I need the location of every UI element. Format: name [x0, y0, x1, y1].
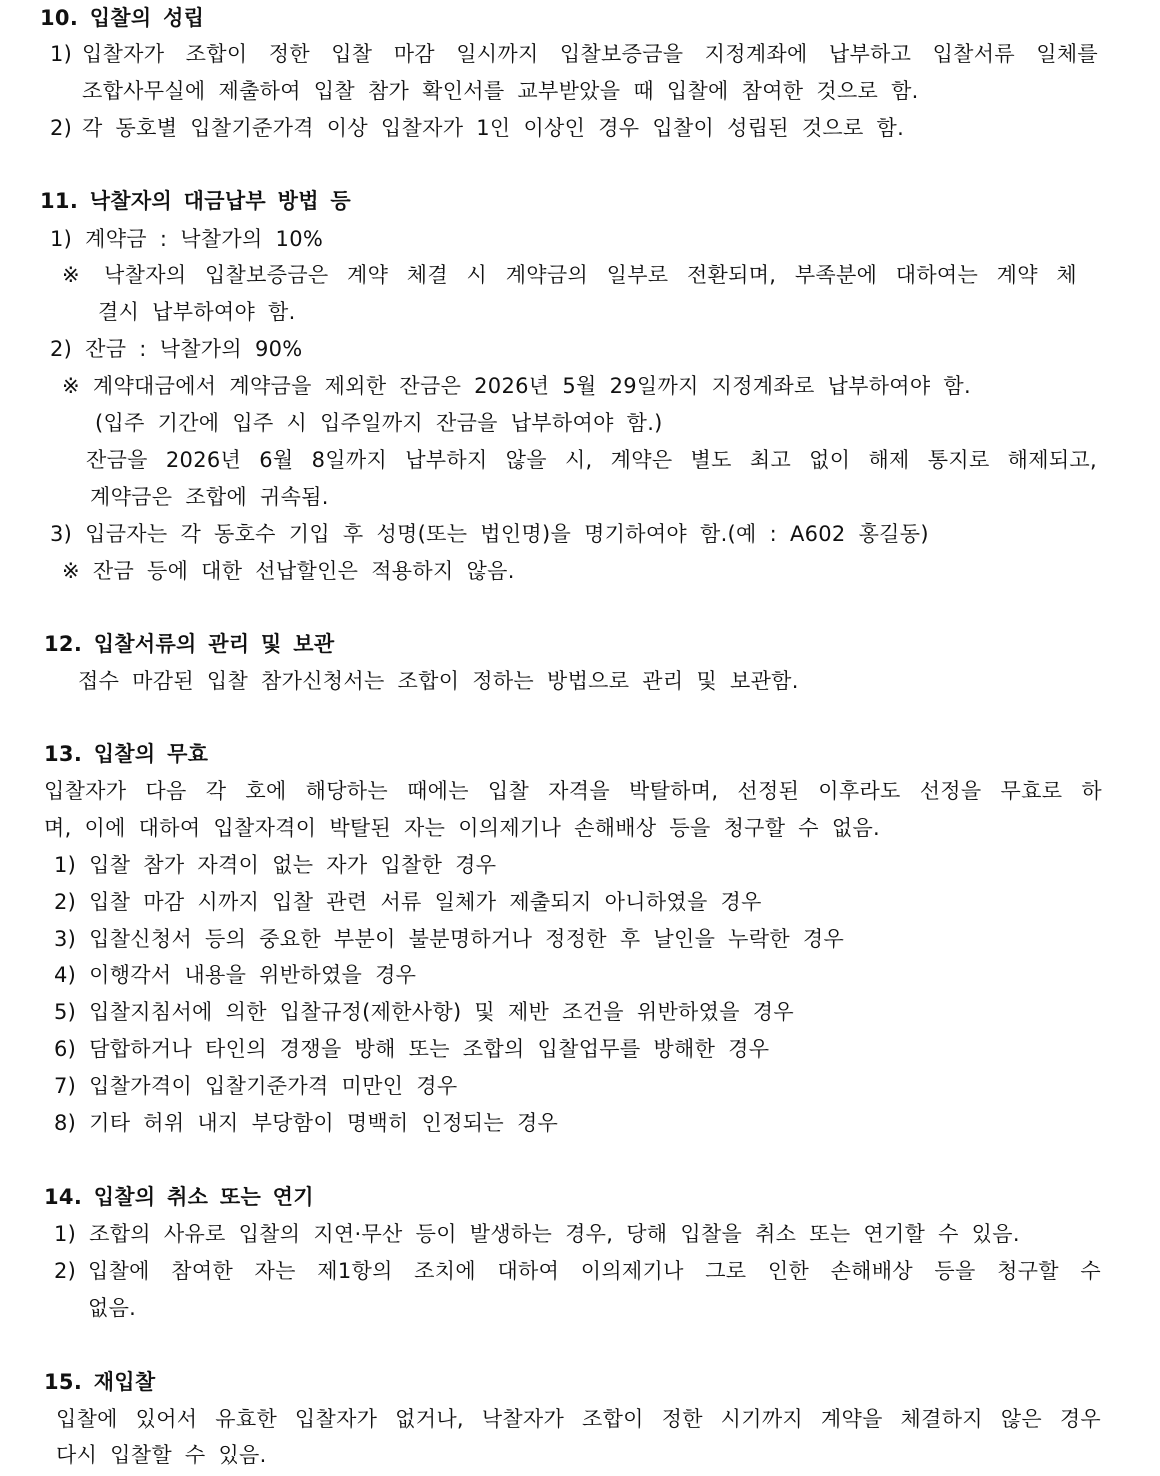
s14-item-2-line-1: 입찰에 참여한 자는 제1항의 조치에 대하여 이의제기나 그로 인한 손해배상 등을 청구할 수: [88, 1259, 1101, 1283]
s11-note-1-line-1: ※ 낙찰자의 입찰보증금은 계약 체결 시 계약금의 일부로 전환되며, 부족분에 대하여는 계약 체: [62, 263, 1077, 287]
s11-item-3: 3) 입금자는 각 동호수 기입 후 성명(또는 법인명)을 명기하여야 함.(예 : A602 홍길동): [50, 522, 929, 546]
s13-list-item: 2) 입찰 마감 시까지 입찰 관련 서류 일체가 제출되지 아니하였을 경우: [54, 890, 762, 914]
section-10-title: 10. 입찰의 성립: [40, 6, 205, 30]
s11-note-3: ※ 잔금 등에 대한 선납할인은 적용하지 않음.: [62, 559, 515, 583]
section-14-title: 14. 입찰의 취소 또는 연기: [44, 1185, 314, 1209]
section-12-title: 12. 입찰서류의 관리 및 보관: [44, 632, 335, 656]
s11-note-2-line-1: ※ 계약대금에서 계약금을 제외한 잔금은 2026년 5월 29일까지 지정계좌로 납부하여야 함.: [62, 374, 971, 398]
s10-item-1-line-1: 입찰자가 조합이 정한 입찰 마감 일시까지 입찰보증금을 지정계좌에 납부하고 입찰서류 일체를: [82, 42, 1098, 66]
s13-list-item: 6) 담합하거나 타인의 경쟁을 방해 또는 조합의 입찰업무를 방해한 경우: [54, 1037, 770, 1061]
section-15-title: 15. 재입찰: [44, 1370, 156, 1394]
s13-intro-line-1: 입찰자가 다음 각 호에 해당하는 때에는 입찰 자격을 박탈하며, 선정된 이후라도 선정을 무효로 하: [44, 779, 1102, 803]
s14-item-1: 1) 조합의 사유로 입찰의 지연·무산 등이 발생하는 경우, 당해 입찰을 취소 또는 연기할 수 있음.: [54, 1222, 1020, 1246]
s13-list-item: 1) 입찰 참가 자격이 없는 자가 입찰한 경우: [54, 853, 497, 877]
s13-intro-line-2: 며, 이에 대하여 입찰자격이 박탈된 자는 이의제기나 손해배상 등을 청구할 수 없음.: [44, 816, 881, 840]
s13-list-item: 3) 입찰신청서 등의 중요한 부분이 불분명하거나 정정한 후 날인을 누락한 경우: [54, 927, 845, 951]
section-13-title: 13. 입찰의 무효: [44, 742, 209, 766]
s13-list-item: 4) 이행각서 내용을 위반하였을 경우: [54, 963, 417, 987]
s15-body-line-1: 입찰에 있어서 유효한 입찰자가 없거나, 낙찰자가 조합이 정한 시기까지 계약을 체결하지 않은 경우: [56, 1407, 1101, 1431]
s13-list-item: 5) 입찰지침서에 의한 입찰규정(제한사항) 및 제반 조건을 위반하였을 경우: [54, 1000, 794, 1024]
s13-list-item: 8) 기타 허위 내지 부당함이 명백히 인정되는 경우: [54, 1111, 559, 1135]
s10-item-2-number: 2): [50, 116, 73, 140]
s11-note-2-line-2: (입주 기간에 입주 시 입주일까지 잔금을 납부하여야 함.): [95, 411, 663, 435]
s13-list-item: 7) 입찰가격이 입찰기준가격 미만인 경우: [54, 1074, 458, 1098]
s14-item-2-number: 2): [54, 1259, 77, 1283]
s11-item-2: 2) 잔금 : 낙찰가의 90%: [50, 337, 303, 361]
s11-note-2-line-4: 계약금은 조합에 귀속됨.: [90, 485, 329, 509]
section-11-title: 11. 낙찰자의 대금납부 방법 등: [40, 189, 351, 213]
s12-body: 접수 마감된 입찰 참가신청서는 조합이 정하는 방법으로 관리 및 보관함.: [78, 669, 799, 693]
s11-note-1-line-2: 결시 납부하여야 함.: [98, 300, 296, 324]
s15-body-line-2: 다시 입찰할 수 있음.: [56, 1443, 267, 1467]
s10-item-1-line-2: 조합사무실에 제출하여 입찰 참가 확인서를 교부받았을 때 입찰에 참여한 것으로 함.: [82, 79, 919, 103]
s11-item-1: 1) 계약금 : 낙찰가의 10%: [50, 227, 324, 251]
s10-item-1-number: 1): [50, 42, 73, 66]
s11-note-2-line-3: 잔금을 2026년 6월 8일까지 납부하지 않을 시, 계약은 별도 최고 없이 해제 통지로 해제되고,: [86, 448, 1097, 472]
s10-item-2-line-1: 각 동호별 입찰기준가격 이상 입찰자가 1인 이상인 경우 입찰이 성립된 것으로 함.: [82, 116, 905, 140]
s14-item-2-line-2: 없음.: [88, 1296, 137, 1320]
